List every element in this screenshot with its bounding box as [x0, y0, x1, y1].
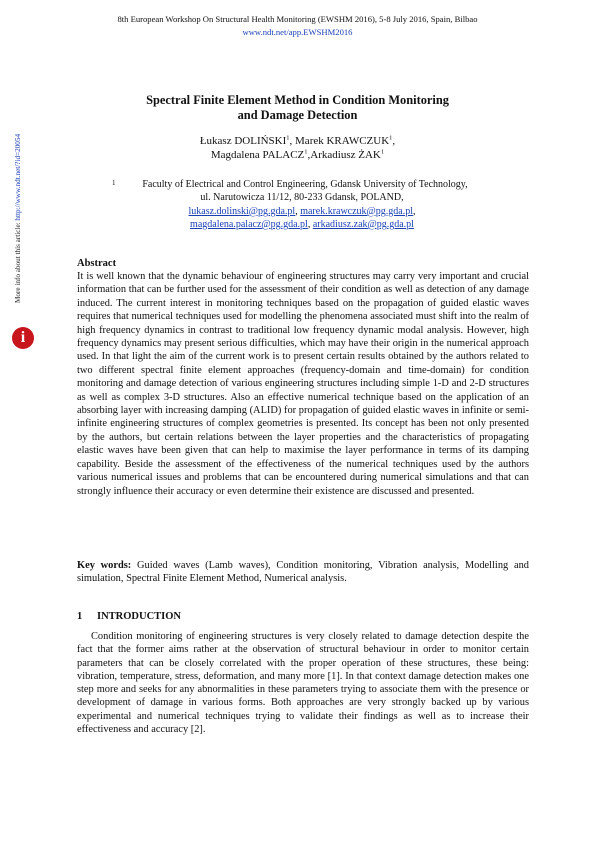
email-line-2: magdalena.palacz@pg.gda.pl, arkadiusz.zak@pg.gda.pl	[190, 218, 414, 230]
paper-title	[60, 93, 535, 123]
author-4: ,Arkadiusz ŻAK	[307, 148, 381, 161]
author-3: Magdalena PALACZ	[210, 148, 305, 161]
article-info-link[interactable]	[14, 133, 26, 303]
affiliation-line-2: ul. Narutowicza 11/12, 80-233 Gdansk, POLAND,	[200, 192, 404, 204]
author-2: , Marek KRAWCZUK	[289, 135, 390, 147]
email-link[interactable]: magdalena.palacz@pg.gda.pl	[190, 218, 308, 230]
email-link[interactable]: lukasz.dolinski@pg.gda.pl	[188, 205, 296, 217]
abstract-heading: Abstract	[77, 258, 117, 269]
affiliation	[112, 178, 492, 231]
section-number: 1	[77, 611, 83, 622]
author-3-affil: 1	[304, 147, 308, 155]
keywords	[77, 559, 529, 586]
conference-url[interactable]: www.ndt.net/app.EWSHM2016	[242, 27, 353, 37]
article-info-prefix: More info about this article:	[14, 220, 22, 303]
author-1-affil: 1	[286, 134, 290, 142]
author-list	[60, 135, 535, 162]
email-link[interactable]: arkadiusz.zak@pg.gda.pl	[312, 218, 414, 230]
keywords-text: Guided waves (Lamb waves), Condition monitoring, Vibration analysis, Modelling and simulation, Spectral Finite Element Method, Numerical analysis.	[77, 560, 529, 585]
introduction-body: Condition monitoring of engineering structures is very closely related to damage detection despite the fact that the former aims rather at the observation of structural behaviour in order to monitor certain parameters that can be closely correlated with the proper operation of these structures, these being: vibration, temperature, stress, deformation, and many more [1]. In that context damage detection makes one step more and seeks for any abnormalities in these parameters trying to associate them with the presence or development of damage in various forms. Both approaches are very strongly backed up by various experimental and numerical techniques trying to validate their findings as well as to increase their effectiveness and accuracy [2].	[77, 631, 529, 736]
author-2-affil: 1	[389, 134, 393, 142]
section-heading	[77, 611, 181, 622]
article-info-url[interactable]: http://www.ndt.net/?id=20054	[14, 133, 22, 221]
conference-header: 8th European Workshop On Structural Health Monitoring (EWSHM 2016), 5-8 July 2016, Spain, Bilbao	[117, 14, 478, 24]
keywords-label: Key words:	[77, 560, 132, 571]
section-title: INTRODUCTION	[97, 611, 182, 622]
authors-line-2	[60, 149, 535, 163]
title-line-1: Spectral Finite Element Method in Condition Monitoring	[146, 93, 449, 107]
title-line-2: and Damage Detection	[237, 108, 358, 122]
info-icon[interactable]: i	[12, 327, 34, 349]
affiliation-line-1: Faculty of Electrical and Control Engineering, Gdansk University of Technology,	[142, 179, 468, 190]
email-line-1: lukasz.dolinski@pg.gda.pl, marek.krawczuk@pg.gda.pl,	[188, 205, 416, 217]
authors-line-1	[60, 135, 535, 149]
author-4-affil: 1	[380, 147, 385, 155]
abstract-body: It is well known that the dynamic behaviour of engineering structures may carry very important and crucial information that can be further used for the assessment of their condition as well as detection of any damage induced. The current interest in monitoring techniques based on the propagation of guided elastic waves requires that numerical techniques used for modelling the phenomena associated must shift into the realm of high frequency dynamics in contrast to traditional low frequency dynamic modal analysis. However, high frequency dynamics may present serious difficulties, which may have their origin in the numerical approach used. In that light the aim of the current work is to present certain results obtained by the authors related to two different spectral finite element approaches (frequency-domain and time-domain) for condition monitoring and damage detection of various engineering structures including simple 1-D and 2-D structures as well as complex 3-D structures. Also an effective numerical technique based on the application of an absorbing layer with increasing damping (ALID) for propagation of guided elastic waves in infinite or semi-infinite engineering structures of complex geometries is presented. Its concept has been not only presented by the authors, but certain relations between the layer properties and the characteristics of propagating elastic waves have been given that can help to maximise the layer performance in terms of its damping capability. Beside the assessment of the effectiveness of the numerical techniques used by the authors various numerical issues and problems that can be encountered during numerical simulations and that can strongly influence their accuracy or even determine their existence are discussed and presented.	[77, 271, 529, 497]
affiliation-marker: 1	[112, 179, 116, 187]
author-separator: ,	[392, 135, 396, 147]
email-link[interactable]: marek.krawczuk@pg.gda.pl	[300, 205, 413, 217]
author-1: Łukasz DOLIŃSKI	[199, 135, 287, 147]
